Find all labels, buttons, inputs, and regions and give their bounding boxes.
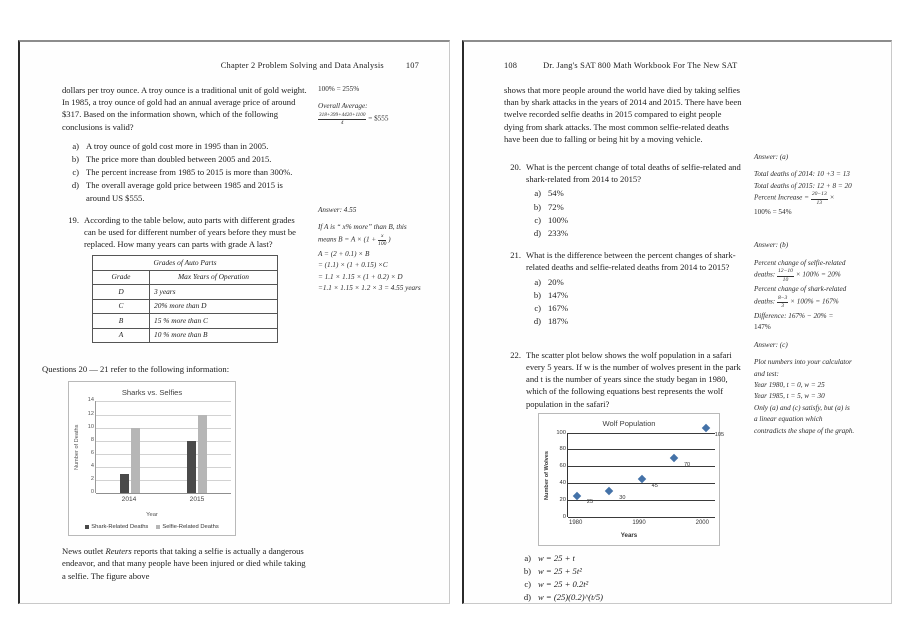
point-label: 25 xyxy=(586,499,594,506)
point-label: 105 xyxy=(714,432,725,439)
table-row xyxy=(93,285,278,300)
cell-years: 15 % more than C xyxy=(150,314,278,329)
page-108 xyxy=(462,40,892,604)
point-label: 30 xyxy=(619,495,626,502)
tail-pre: News outlet xyxy=(62,546,106,557)
answer-line: Answer: (a) xyxy=(754,152,789,161)
x-tick: 2015 xyxy=(189,496,205,504)
bar-shark-2015 xyxy=(187,441,196,494)
note-line: contradicts the shape of the graph. xyxy=(754,426,855,435)
x-axis-title: Year xyxy=(146,511,158,518)
fraction-numerator: x xyxy=(378,234,386,242)
choice-item[interactable] xyxy=(514,591,742,603)
question-21-margin-note xyxy=(754,240,872,340)
selfie-change-fraction xyxy=(777,269,794,283)
note-line-suffix: ) xyxy=(388,235,391,244)
choice-label: c) xyxy=(534,302,541,313)
y-tick: 100 xyxy=(556,429,566,436)
answer-line: Answer: (c) xyxy=(754,340,788,349)
cell-grade: B xyxy=(93,314,150,329)
y-tick: 6 xyxy=(90,450,94,457)
note-line: Only (a) and (c) satisfy, but (a) is xyxy=(754,403,850,412)
question-text: What is the difference between the percent changes of shark-related deaths and selfie-related deaths from 2014 to 2015? xyxy=(526,250,736,273)
note-line-suffix: × 100% = 20% xyxy=(795,270,841,279)
note-line: Difference: 167% − 20% = xyxy=(754,311,834,320)
choice-label: d) xyxy=(523,592,531,603)
note-line-fraction xyxy=(754,192,872,206)
question-number: 19. xyxy=(68,214,79,225)
choice-label: c) xyxy=(524,579,531,590)
note-answer xyxy=(318,205,436,215)
choice-text: 233% xyxy=(548,227,569,238)
choice-label: d) xyxy=(533,227,541,238)
choice-item[interactable] xyxy=(514,578,742,590)
y-tick: 12 xyxy=(87,410,94,417)
question-22-choices xyxy=(514,552,742,604)
legend-label: Shark-Related Deaths xyxy=(91,524,149,531)
legend-label: Selfie-Related Deaths xyxy=(162,524,219,531)
choice-text: The overall average gold price between 1985 and 2015 is around US $555. xyxy=(86,180,283,203)
choice-item[interactable] xyxy=(524,302,742,314)
choice-item[interactable] xyxy=(514,565,742,577)
question-19-margin-note xyxy=(318,205,436,301)
point-label: 70 xyxy=(683,461,691,468)
note-line: Year 1980, t = 0, w = 25 xyxy=(754,381,825,390)
sharks-vs-selfies-figure xyxy=(68,381,236,537)
question-22 xyxy=(504,349,742,410)
choice-label: a) xyxy=(534,188,541,199)
choice-text: The percent increase from 1985 to 2015 is more than 300%. xyxy=(86,167,293,178)
intro-block xyxy=(480,84,875,152)
question-number: 21. xyxy=(510,250,521,261)
page-number: 108 xyxy=(504,61,518,70)
question-20-block xyxy=(480,152,875,240)
question-number: 22. xyxy=(510,349,521,360)
note-line: Percent change of shark-related xyxy=(754,285,847,294)
question-22-block xyxy=(480,340,875,605)
y-tick: 80 xyxy=(559,446,566,453)
note-line: Total deaths of 2014: 10 +3 = 13 xyxy=(754,170,850,179)
choice-text: w = 25 + 5t² xyxy=(538,566,582,577)
tail-paragraph xyxy=(62,545,308,582)
note-work xyxy=(754,169,872,218)
choice-text: A troy ounce of gold cost more in 1995 than in 2005. xyxy=(86,140,269,151)
intro-margin-note xyxy=(318,84,436,133)
y-axis-ticks xyxy=(83,397,95,496)
cell-years: 3 years xyxy=(150,285,278,300)
cell-grade: C xyxy=(93,299,150,314)
choice-label: a) xyxy=(534,276,541,287)
choice-text: 72% xyxy=(548,201,564,212)
note-answer xyxy=(754,340,872,350)
note-line-prefix: deaths: xyxy=(754,270,777,279)
note-line: Total deaths of 2015: 12 + 8 = 20 xyxy=(754,181,852,190)
y-axis-label: Number of Wolves xyxy=(544,450,551,500)
data-point xyxy=(637,474,645,482)
note-line-prefix: Percent Increase = xyxy=(754,193,811,202)
y-axis-ticks xyxy=(553,429,567,520)
cell-grade: A xyxy=(93,328,150,343)
tail-block xyxy=(36,545,433,589)
chart-legend xyxy=(73,523,231,531)
page-107 xyxy=(18,40,450,604)
choice-item[interactable] xyxy=(524,187,742,199)
choice-label: c) xyxy=(534,214,541,225)
choice-label: b) xyxy=(523,566,531,577)
legend-swatch-icon xyxy=(85,525,89,529)
question-19-body xyxy=(62,205,308,348)
y-tick: 0 xyxy=(562,513,566,520)
bar-group-2015 xyxy=(187,401,207,493)
note-line: a linear equation which xyxy=(754,415,823,424)
question-19-block xyxy=(36,205,433,348)
x-axis-labels xyxy=(95,493,231,504)
note-line: = 1.1 × 1.15 × (1 + 0.2) × D xyxy=(318,272,403,281)
y-tick: 8 xyxy=(90,436,94,443)
table-header-years: Max Years of Operation xyxy=(150,270,278,285)
choice-label: b) xyxy=(533,201,541,212)
note-line-suffix: × xyxy=(829,193,835,202)
point-label: 45 xyxy=(651,482,658,489)
intro-body xyxy=(504,84,742,152)
question-number: 20. xyxy=(510,161,521,172)
note-line-prefix: means B = A × (1 + xyxy=(318,235,377,244)
choice-item[interactable] xyxy=(524,315,742,327)
question-20-margin-note xyxy=(754,152,872,225)
question-21-body xyxy=(504,240,742,328)
intro-paragraph: shows that more people around the world have died by taking selfies than by shark attacks in the years of 2014 and 2015. There have been twelve recorded selfie deaths in 2015 compared to eight people dying from shark attacks. The most common selfie-related deaths have been due to falling or being hit by a moving vehicle. xyxy=(504,84,742,144)
fraction-denominator: 4 xyxy=(340,120,344,126)
table-caption-row xyxy=(93,256,278,271)
bar-shark-2014 xyxy=(120,474,129,494)
choice-text: 20% xyxy=(548,276,564,287)
table-row xyxy=(93,299,278,314)
note-line-fraction xyxy=(318,234,436,248)
choice-label: b) xyxy=(533,289,541,300)
note-line-prefix: deaths: xyxy=(754,297,777,306)
answer-line: Answer: 4.55 xyxy=(318,205,357,214)
y-tick: 14 xyxy=(87,397,94,404)
scatter-plot xyxy=(567,432,725,517)
choice-item[interactable] xyxy=(62,179,308,203)
note-answer xyxy=(754,240,872,250)
note-line: Year 1985, t = 5, w = 30 xyxy=(754,392,825,401)
y-tick: 60 xyxy=(559,463,566,469)
fraction-denominator: 3 xyxy=(781,303,785,310)
table-caption: Grades of Auto Parts xyxy=(93,256,278,271)
choice-label: c) xyxy=(72,167,79,178)
legend-item-shark xyxy=(85,523,148,531)
x-axis-title: Years xyxy=(620,532,638,540)
choice-text: 167% xyxy=(548,302,569,313)
bar-groups xyxy=(96,401,231,493)
fraction-numerator: 8−3 xyxy=(777,296,788,304)
question-20-choices xyxy=(524,187,742,239)
x-tick: 2000 xyxy=(695,519,709,526)
choice-text: 100% xyxy=(548,214,569,225)
choice-label: a) xyxy=(524,552,531,563)
table-row xyxy=(93,328,278,343)
choice-label: d) xyxy=(71,180,79,191)
question-22-body xyxy=(504,340,742,605)
note-answer xyxy=(754,152,872,162)
note-overall-average xyxy=(318,101,436,126)
question-22-margin-note xyxy=(754,340,872,444)
choice-item[interactable] xyxy=(62,153,308,165)
note-line: A = (2 + 0.1) × B xyxy=(318,249,370,258)
cell-grade: D xyxy=(93,285,150,300)
question-text: According to the table below, auto parts with different grades can be used for different number of years before they must be replaced. How many years can parts with grade A last? xyxy=(84,214,296,250)
note-percent xyxy=(318,84,436,94)
note-line: =1.1 × 1.15 × 1.2 × 3 = 4.55 years xyxy=(318,284,421,293)
choice-text: w = 25 + t xyxy=(538,552,575,563)
table-header-row xyxy=(93,270,278,285)
question-21-choices xyxy=(524,276,742,328)
intro-block xyxy=(36,84,433,205)
fraction-numerator: 318+399+4420+1100 xyxy=(318,113,366,120)
scatter-plot-area xyxy=(543,429,725,520)
percent-increase-fraction xyxy=(811,192,828,206)
choice-item[interactable] xyxy=(524,276,742,288)
y-tick: 20 xyxy=(559,496,566,503)
chart-title: Sharks vs. Selfies xyxy=(121,387,183,397)
gridline xyxy=(568,466,715,467)
x-over-100-fraction xyxy=(378,234,386,248)
note-fraction-line xyxy=(318,113,436,126)
choice-label: d) xyxy=(533,316,541,327)
table-row xyxy=(93,314,278,329)
tail-post: reports that taking a selfie is actually a dangerous endeavor, and that many people have been injured or died while taking a selfie. The figure above xyxy=(62,546,306,581)
intro-choice-list xyxy=(62,140,308,204)
bar-group-2014 xyxy=(120,401,140,493)
legend-swatch-icon xyxy=(156,525,160,529)
y-tick: 0 xyxy=(90,489,94,496)
x-tick: 1980 xyxy=(569,519,583,526)
note-work xyxy=(318,222,436,293)
fraction-denominator: 13 xyxy=(816,199,823,206)
chapter-title: Chapter 2 Problem Solving and Data Analysis xyxy=(220,61,384,70)
gridline xyxy=(568,433,715,434)
average-fraction xyxy=(318,113,366,126)
choice-item[interactable] xyxy=(62,166,308,178)
intro-body xyxy=(62,84,308,205)
note-line: 100% = 54% xyxy=(754,208,792,217)
choice-text: 54% xyxy=(548,188,564,199)
book-title: Dr. Jang's SAT 800 Math Workbook For The New SAT xyxy=(543,61,738,70)
shark-change-fraction xyxy=(777,296,788,310)
question-text: The scatter plot below shows the wolf population in a safari every 5 years. If w is the number of wolves present in the park and t is the number of years since the study began in 1980, which of the following equations best represents the wolf population in the safari? xyxy=(526,349,741,409)
choice-item[interactable] xyxy=(524,201,742,213)
note-line-fraction xyxy=(754,269,872,283)
question-21 xyxy=(504,249,742,273)
y-tick: 4 xyxy=(90,463,94,470)
fraction-numerator: 12−10 xyxy=(777,269,794,277)
legend-item-selfie xyxy=(156,523,218,531)
y-tick: 40 xyxy=(559,479,566,486)
note-line: 100% = 255% xyxy=(318,84,360,93)
cell-years: 20% more than D xyxy=(150,299,278,314)
data-point xyxy=(670,453,678,461)
running-head-right xyxy=(480,60,875,72)
choice-item[interactable] xyxy=(62,140,308,152)
note-work xyxy=(754,357,872,436)
axis-baseline xyxy=(568,517,715,518)
choice-item[interactable] xyxy=(524,227,742,239)
choice-item[interactable] xyxy=(524,289,742,301)
fraction-numerator: 20−13 xyxy=(811,192,828,200)
table-header-grade: Grade xyxy=(93,270,150,285)
y-tick: 2 xyxy=(90,476,94,483)
x-tick: 2014 xyxy=(121,496,137,504)
choice-text: 147% xyxy=(548,289,569,300)
question-20-body xyxy=(504,152,742,240)
question-21-block xyxy=(480,240,875,340)
gridline xyxy=(568,449,715,450)
fraction-denominator: 10 xyxy=(782,276,789,283)
bar-selfie-2014 xyxy=(131,428,140,494)
x-axis-labels xyxy=(567,517,715,528)
bar-selfie-2015 xyxy=(198,415,207,494)
fraction-denominator: 100 xyxy=(378,241,387,248)
questions-reference: Questions 20 — 21 refer to the following information: xyxy=(42,364,230,375)
auto-parts-table xyxy=(92,255,278,343)
choice-text: The price more than doubled between 2005 and 2015. xyxy=(86,153,272,164)
bar-chart-plot-area xyxy=(73,397,231,496)
choice-item[interactable] xyxy=(524,214,742,226)
answer-line: Answer: (b) xyxy=(754,241,789,250)
axis-baseline xyxy=(96,493,231,494)
cell-years: 10 % more than B xyxy=(150,328,278,343)
note-line: 147% xyxy=(754,323,771,332)
choice-text: w = (25)(0.2)^(t/5) xyxy=(538,592,604,603)
data-point xyxy=(573,491,581,499)
choice-label: b) xyxy=(71,153,79,164)
question-19 xyxy=(62,214,308,251)
question-text: What is the percent change of total deaths of selfie-related and shark-related from 2014 to 2015? xyxy=(526,161,741,185)
note-line: Percent change of selfie-related xyxy=(754,258,846,267)
note-heading: Overall Average: xyxy=(318,102,368,111)
running-head-left xyxy=(36,60,433,72)
y-axis-label: Number of Deaths xyxy=(74,424,81,471)
note-line: If A is “ x% more” than B, this xyxy=(318,223,407,232)
choice-text: w = 25 + 0.2t² xyxy=(538,579,589,590)
choice-item[interactable] xyxy=(514,552,742,564)
note-result: = $555 xyxy=(368,114,389,123)
x-tick: 1990 xyxy=(632,519,646,526)
bar-plot xyxy=(95,401,231,493)
chart-title: Wolf Population xyxy=(602,418,656,428)
note-line-suffix: × 100% = 167% xyxy=(790,297,839,306)
note-line-fraction xyxy=(754,296,872,310)
note-line: and test: xyxy=(754,369,779,378)
note-work xyxy=(754,258,872,333)
question-20 xyxy=(504,161,742,185)
note-line: = (1.1) × (1 + 0.15) ×C xyxy=(318,261,388,270)
data-point xyxy=(605,487,613,495)
page-number: 107 xyxy=(405,61,419,70)
choice-text: 187% xyxy=(548,316,569,327)
tail-emphasis: Reuters xyxy=(105,546,132,557)
choice-label: a) xyxy=(72,140,79,151)
intro-paragraph: dollars per troy ounce. A troy ounce is a traditional unit of gold weight. In 1985, a troy ounce of gold had an annual average price of around $317. Based on the information shown, which of the following conclusions is valid? xyxy=(62,84,307,132)
wolf-population-figure xyxy=(538,413,725,546)
note-line: Plot numbers into your calculator xyxy=(754,358,852,367)
y-tick: 10 xyxy=(87,423,94,430)
tail-body xyxy=(62,545,308,589)
